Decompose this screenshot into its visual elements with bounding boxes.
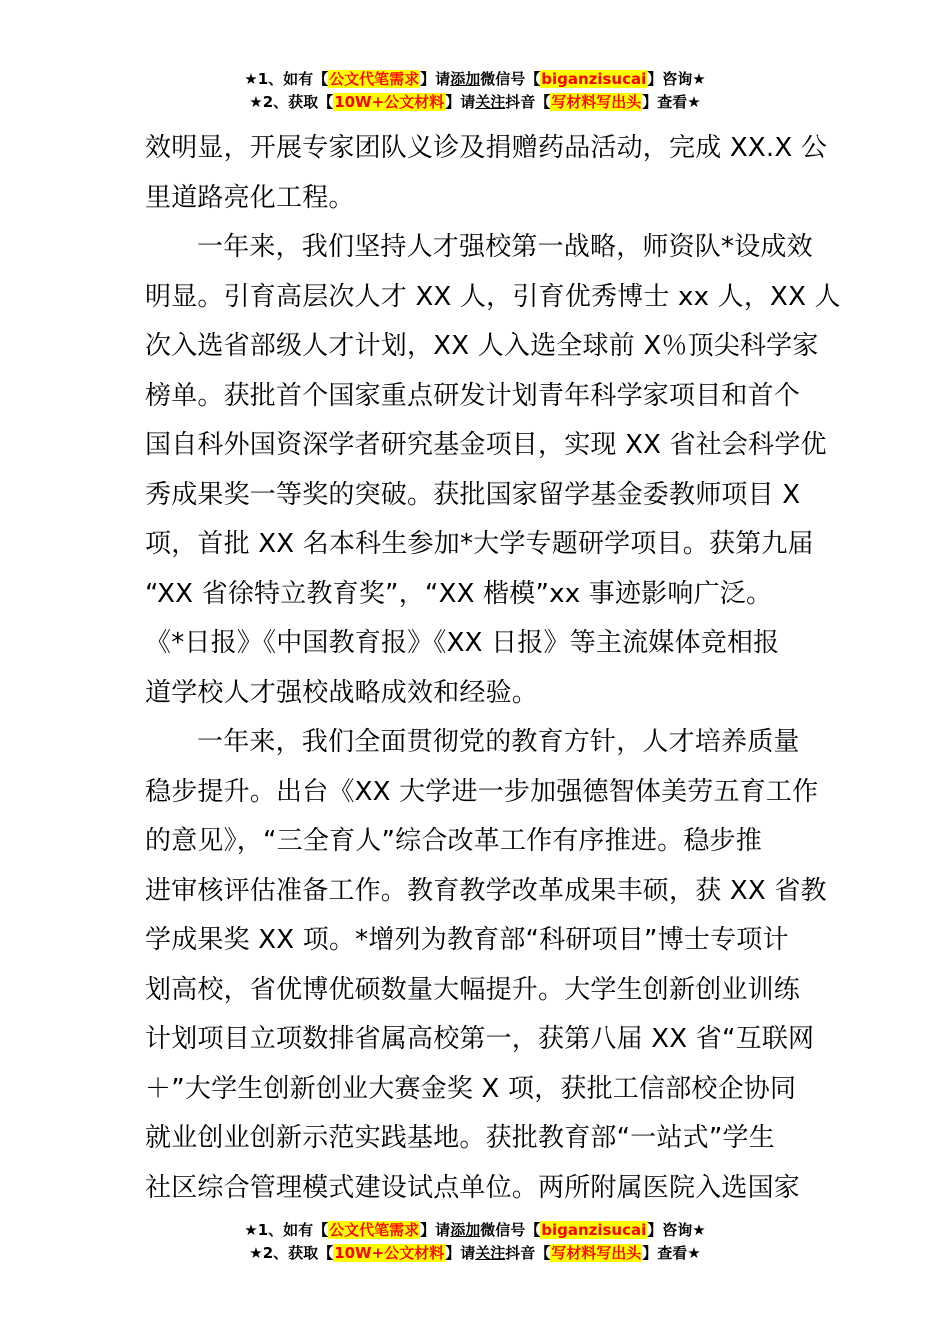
body-line: ＋”大学生创新创业大赛金奖 X 项，获批工信部校企协同	[145, 1073, 797, 1104]
banner-text: 】请	[420, 70, 451, 88]
body-line: 效明显，开展专家团队义诊及捐赠药品活动，完成 XX.X 公	[145, 133, 828, 163]
banner-text: ★2、获取【	[249, 1244, 334, 1262]
banner-underlined: 添加	[450, 70, 481, 88]
banner-line-2	[0, 1242, 950, 1265]
body-line: 明显。引育高层次人才 XX 人，引育优秀博士 xx 人，XX 人	[145, 281, 841, 312]
banner-text: ★1、如有【	[244, 70, 329, 88]
body-line: 稳步提升。出台《XX 大学进一步加强德智体美劳五育工作	[145, 776, 819, 807]
body-line: 项，首批 XX 名本科生参加*大学专题研学项目。获第九届	[145, 529, 814, 559]
body-line: 次入选省部级人才计划，XX 人入选全球前 X％顶尖科学家	[145, 331, 819, 361]
banner-highlight: 写材料写出头	[551, 93, 642, 111]
banner-text: 抖音【	[505, 1244, 551, 1262]
banner-underlined: 关注	[475, 1244, 506, 1262]
banner-text: 】请	[420, 1221, 451, 1239]
banner-line-1	[0, 68, 950, 91]
banner-text: 抖音【	[505, 93, 551, 111]
banner-text: 】查看★	[642, 1244, 701, 1262]
body-line: 社区综合管理模式建设试点单位。两所附属医院入选国家	[145, 1172, 801, 1203]
banner-text: 】请	[445, 93, 476, 111]
banner-text: 微信号【	[480, 70, 541, 88]
body-line: 榜单。获批首个国家重点研发计划青年科学家项目和首个	[145, 380, 801, 411]
body-line: 的意见》，“三全育人”综合改革工作有序推进。稳步推	[145, 826, 762, 856]
banner-line-2	[0, 91, 950, 114]
body-line: 《*日报》《中国教育报》《XX 日报》等主流媒体竞相报	[145, 628, 780, 658]
body-line: 道学校人才强校战略成效和经验。	[145, 677, 539, 708]
body-line: 就业创业创新示范实践基地。获批教育部“一站式”学生	[145, 1123, 775, 1153]
body-line: 划高校，省优博优硕数量大幅提升。大学生创新创业训练	[145, 974, 801, 1005]
footer-banner	[0, 1219, 950, 1265]
banner-highlight: biganzisucai	[541, 1221, 647, 1239]
banner-underlined: 关注	[475, 93, 506, 111]
banner-text: 】查看★	[642, 93, 701, 111]
paragraph-start-line: 一年来，我们坚持人才强校第一战略，师资队*设成效	[197, 232, 813, 262]
body-line: 计划项目立项数排省属高校第一，获第八届 XX 省“互联网	[145, 1024, 815, 1054]
banner-underlined: 添加	[450, 1221, 481, 1239]
banner-highlight: biganzisucai	[541, 70, 647, 88]
banner-text: 】咨询★	[647, 70, 706, 88]
body-line: 秀成果奖一等奖的突破。获批国家留学基金委教师项目 X	[145, 479, 801, 510]
banner-text: ★1、如有【	[244, 1221, 329, 1239]
body-line: 里道路亮化工程。	[145, 182, 355, 213]
banner-highlight: 写材料写出头	[551, 1244, 642, 1262]
banner-highlight: 公文代笔需求	[329, 1221, 420, 1239]
banner-text: 微信号【	[480, 1221, 541, 1239]
document-body	[145, 124, 841, 1213]
banner-text: 】咨询★	[647, 1221, 706, 1239]
banner-highlight: 10W+公文材料	[334, 93, 445, 111]
banner-highlight: 公文代笔需求	[329, 70, 420, 88]
body-line: “XX 省徐特立教育奖”，“XX 楷模”xx 事迹影响广泛。	[145, 578, 773, 609]
banner-text: 】请	[445, 1244, 476, 1262]
body-line: 学成果奖 XX 项。*增列为教育部“科研项目”博士专项计	[145, 925, 789, 955]
banner-text: ★2、获取【	[249, 93, 334, 111]
body-line: 国自科外国资深学者研究基金项目，实现 XX 省社会科学优	[145, 430, 827, 460]
header-banner	[0, 68, 950, 114]
banner-highlight: 10W+公文材料	[334, 1244, 445, 1262]
paragraph-start-line: 一年来，我们全面贯彻党的教育方针，人才培养质量	[197, 727, 800, 757]
body-line: 进审核评估准备工作。教育教学改革成果丰硕，获 XX 省教	[145, 875, 827, 906]
banner-line-1	[0, 1219, 950, 1242]
